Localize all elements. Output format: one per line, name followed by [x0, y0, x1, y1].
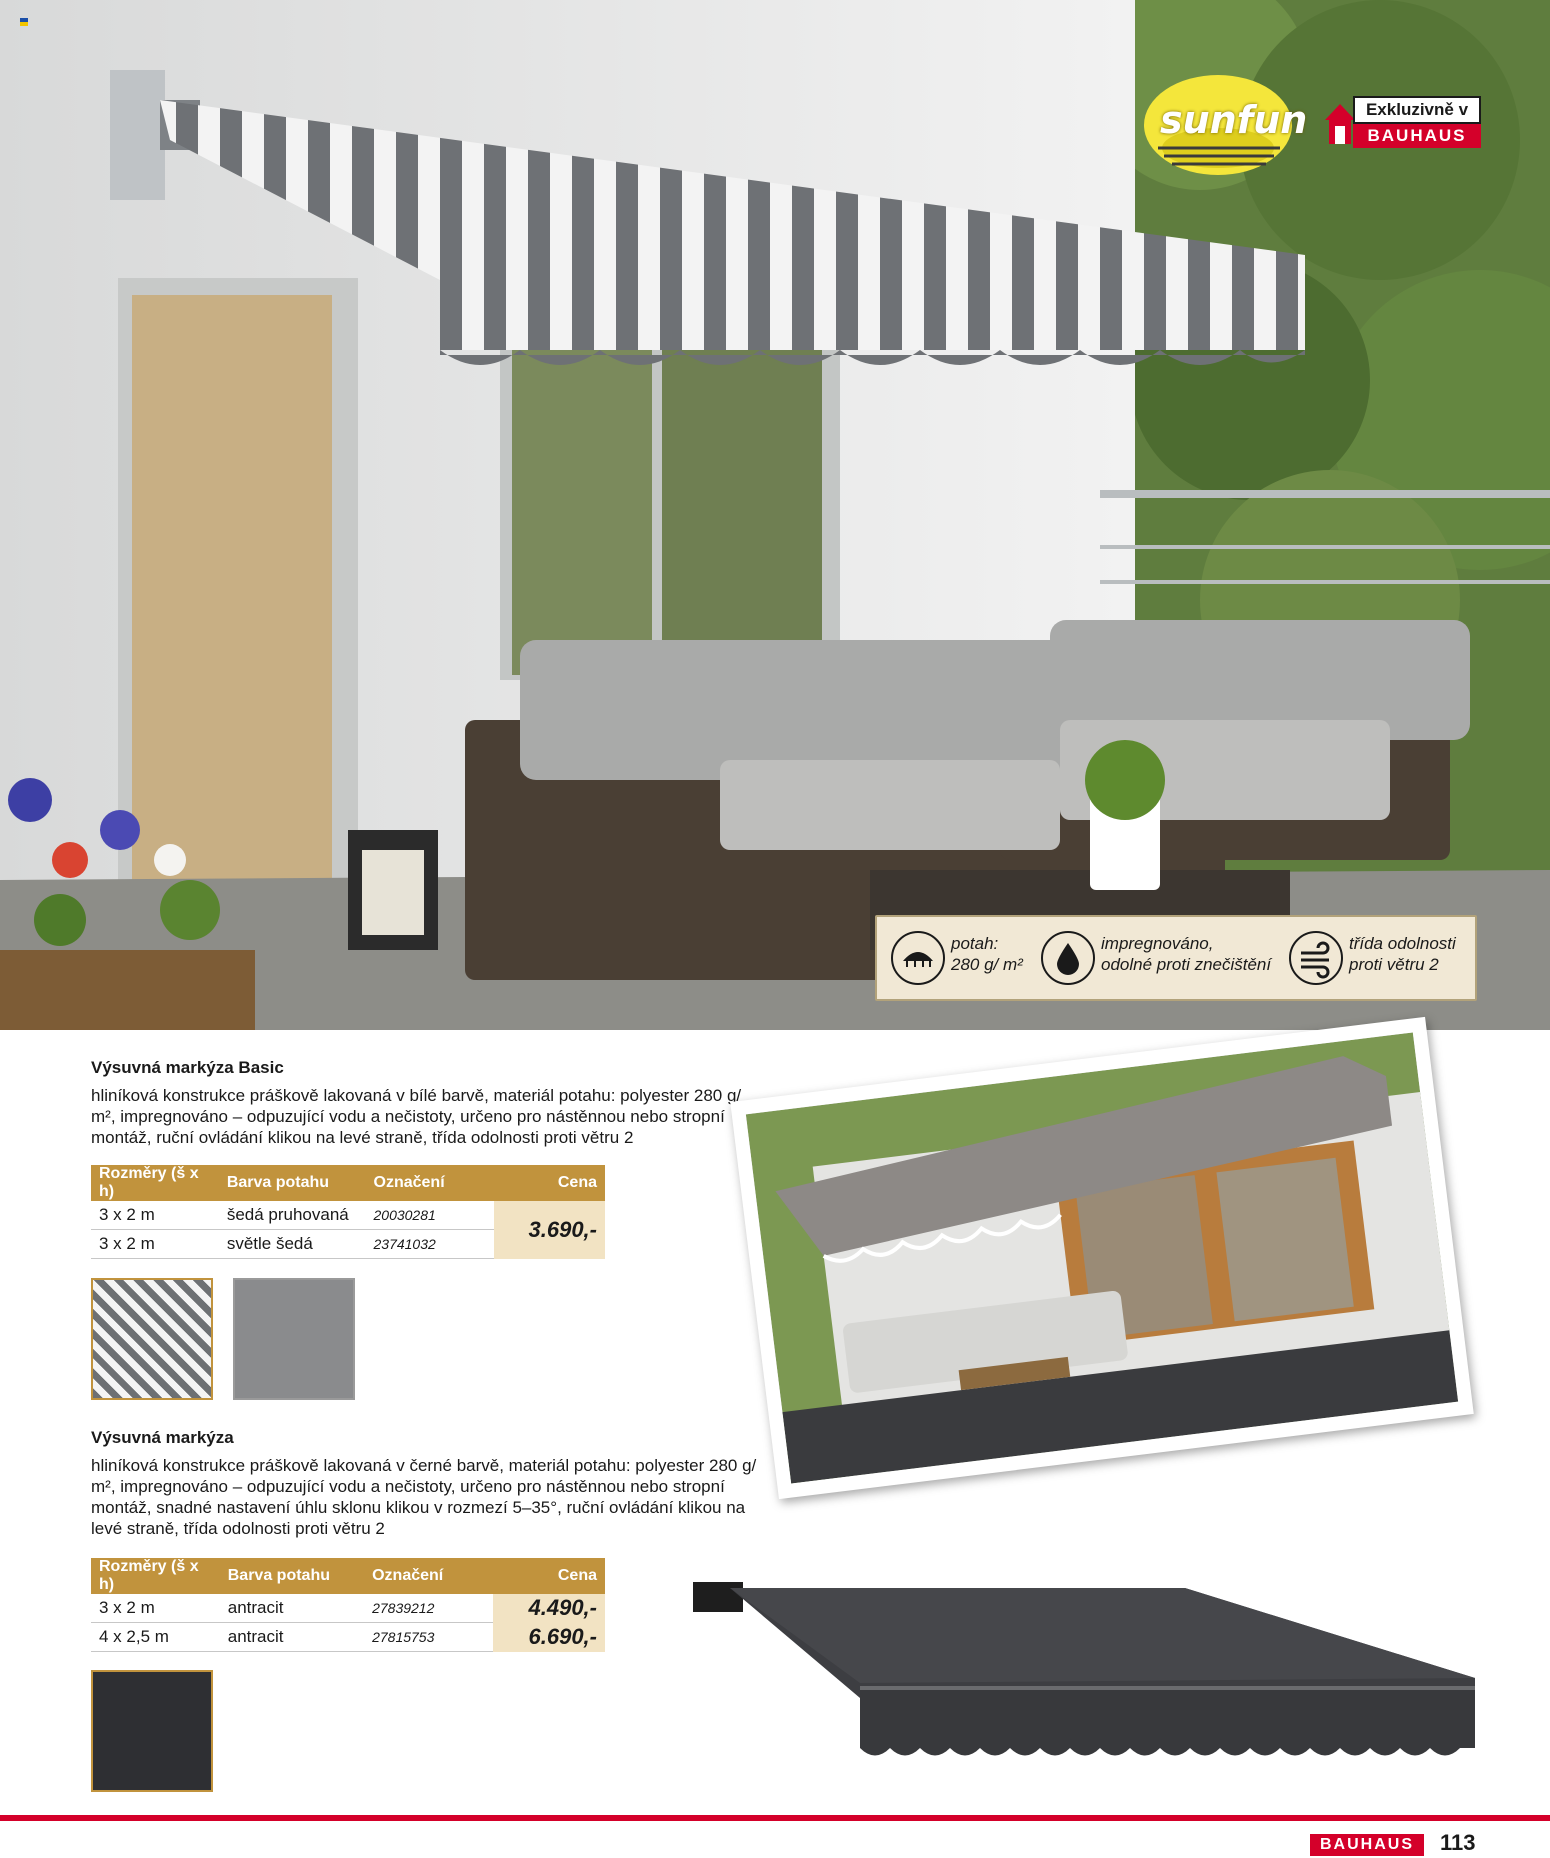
flag-icon — [20, 18, 28, 26]
row-code: 20030281 — [366, 1201, 494, 1230]
row-color: antracit — [220, 1594, 364, 1623]
row-code: 27839212 — [364, 1594, 493, 1623]
row-color: šedá pruhovaná — [219, 1201, 366, 1230]
col-color-header: Barva potahu — [219, 1165, 366, 1201]
row-price: 6.690,- — [493, 1623, 605, 1652]
wind-icon — [1289, 931, 1343, 985]
col-size-header: Rozměry (š x h) — [91, 1165, 219, 1201]
col-code-header: Označení — [364, 1558, 493, 1594]
col-price-header: Cena — [494, 1165, 605, 1201]
col-size-header: Rozměry (š x h) — [91, 1558, 220, 1594]
product1-title: Výsuvná markýza Basic — [91, 1058, 284, 1077]
row-code: 23741032 — [366, 1230, 494, 1259]
col-code-header: Označení — [366, 1165, 494, 1201]
sunfun-logo-text: sunfun — [1160, 98, 1308, 142]
exclusive-badge — [1325, 96, 1480, 154]
brand-logos — [1140, 70, 1480, 180]
product-photo-card — [730, 1017, 1474, 1499]
product2-description: hliníková konstrukce práškově lakovaná v černé barvě, materiál potahu: polyester 280 g/ m², impregnováno – odpuzující vodu a nečistoty, určeno pro nástěnnou nebo stropní montáž, snadné nastavení úhlu sklonu klikou v rozmezí 5–35°, ruční ovládání klikou na levé straně, třída odolnosti proti větru 2 — [91, 1456, 757, 1538]
table-row — [91, 1623, 605, 1652]
sunfun-logo — [1140, 70, 1308, 180]
footer-bauhaus-logo: BAUHAUS — [1310, 1834, 1424, 1856]
row-price: 4.490,- — [493, 1594, 605, 1623]
footer-divider — [0, 1815, 1550, 1821]
exclusive-brand: BAUHAUS — [1353, 124, 1481, 148]
row-size: 4 x 2,5 m — [91, 1623, 220, 1652]
exclusive-label: Exkluzivně v — [1353, 96, 1481, 124]
swatch-anthracite — [91, 1670, 213, 1792]
patio-photo-illustration — [746, 1032, 1458, 1483]
swatch-light-grey — [233, 1278, 355, 1400]
product1-description: hliníková konstrukce práškově lakovaná v bílé barvě, materiál potahu: polyester 280 g/ m², impregnováno – odpuzující vodu a nečistoty, určeno pro nástěnnou nebo stropní montáž, ruční ovládání klikou na levé straně, třída odolnosti proti větru 2 — [91, 1086, 742, 1147]
product1-table — [91, 1165, 605, 1259]
water-drop-icon — [1041, 931, 1095, 985]
anthracite-awning-image — [685, 1568, 1475, 1798]
row-price: 3.690,- — [494, 1201, 605, 1259]
product2-title: Výsuvná markýza — [91, 1428, 234, 1447]
row-color: světle šedá — [219, 1230, 366, 1259]
feature-box — [875, 915, 1477, 1001]
feature-impregnation-line2: odolné proti znečištění — [1101, 955, 1272, 974]
feature-impregnation-line1: impregnováno, — [1101, 934, 1214, 953]
table-row — [91, 1201, 605, 1230]
table-row — [91, 1594, 605, 1623]
feature-cover-line2: 280 g/ m² — [951, 955, 1023, 974]
page-number: 113 — [1440, 1830, 1476, 1855]
row-size: 3 x 2 m — [91, 1594, 220, 1623]
col-color-header: Barva potahu — [220, 1558, 364, 1594]
row-size: 3 x 2 m — [91, 1201, 219, 1230]
row-color: antracit — [220, 1623, 364, 1652]
house-icon — [1325, 102, 1355, 146]
row-size: 3 x 2 m — [91, 1230, 219, 1259]
feature-cover-line1: potah: — [951, 934, 999, 953]
row-code: 27815753 — [364, 1623, 493, 1652]
product2-table — [91, 1558, 605, 1652]
feature-wind-line2: proti větru 2 — [1349, 955, 1439, 974]
swatch-striped — [91, 1278, 213, 1400]
feature-wind-line1: třída odolnosti — [1349, 934, 1456, 953]
col-price-header: Cena — [493, 1558, 605, 1594]
awning-icon — [891, 931, 945, 985]
